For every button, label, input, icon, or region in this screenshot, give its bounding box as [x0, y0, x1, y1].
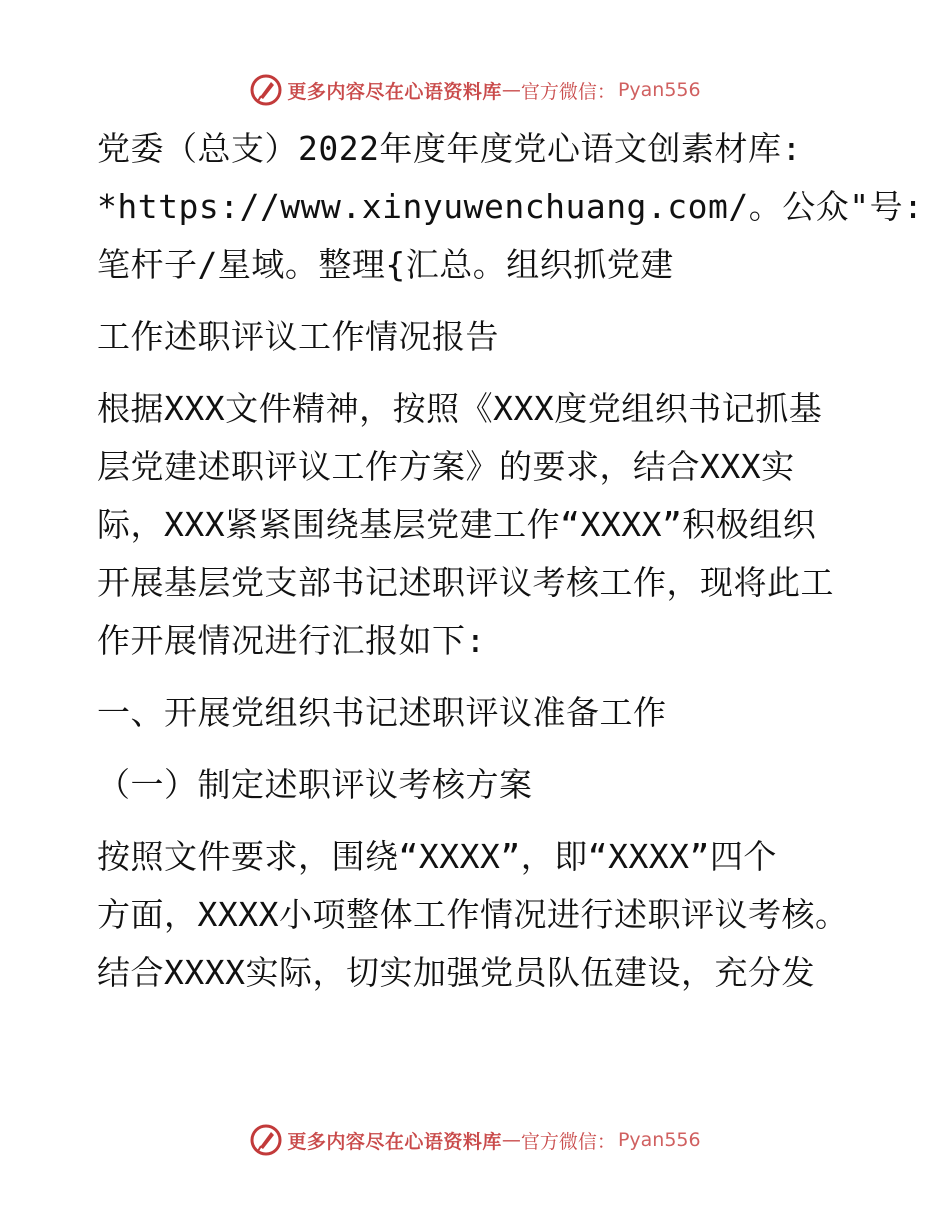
text-line: 层党建述职评议工作方案》的要求，结合XXX实: [97, 447, 795, 486]
paragraph-basis: [97, 380, 857, 670]
text-line: 开展基层党支部书记述职评议考核工作，现将此工: [97, 563, 834, 602]
watermark-banner-bottom: [0, 1120, 950, 1160]
text-line: 方面，XXXX小项整体工作情况进行述职评议考核。: [97, 895, 849, 934]
text-line: 结合XXXX实际，切实加强党员队伍建设，充分发: [97, 953, 815, 992]
quill-logo-icon: [249, 1123, 283, 1157]
wechat-label: 官方微信：: [520, 1130, 616, 1153]
text-line: 根据XXX文件精神，按照《XXX度党组织书记抓基: [97, 389, 823, 428]
text-line: *https://www.xinyuwenchuang.com/。公众"号:: [97, 187, 924, 226]
wechat-id: Pyan556: [617, 79, 701, 101]
paragraph-intro: [97, 120, 924, 294]
wechat-label: 官方微信：: [520, 80, 616, 103]
watermark-banner-top: [0, 70, 950, 110]
quill-logo-icon: [249, 73, 283, 107]
paragraph-requirements: [97, 828, 857, 1002]
watermark-text: 更多内容尽在心语资料库: [287, 80, 502, 103]
watermark-separator: —: [501, 1129, 521, 1151]
text-line: （一）制定述职评议考核方案: [97, 765, 533, 804]
watermark-separator: —: [501, 79, 521, 101]
watermark-text: 更多内容尽在心语资料库: [287, 1130, 502, 1153]
section-heading-1: [97, 684, 857, 742]
text-line: 按照文件要求，围绕“XXXX”，即“XXXX”四个: [97, 837, 777, 876]
wechat-id: Pyan556: [617, 1129, 701, 1151]
document-body: [97, 120, 924, 1002]
text-line: 际，XXX紧紧围绕基层党建工作“XXXX”积极组织: [97, 505, 817, 544]
subsection-heading-1: [97, 756, 857, 814]
text-line: 作开展情况进行汇报如下:: [97, 621, 486, 660]
text-line: 工作述职评议工作情况报告: [97, 317, 499, 356]
document-title: [97, 308, 857, 366]
text-line: 笔杆子/星域。整理{汇总。组织抓党建: [97, 245, 674, 284]
text-line: 一、开展党组织书记述职评议准备工作: [97, 693, 667, 732]
text-line: 党委（总支）2022年度年度党心语文创素材库:: [97, 129, 802, 168]
